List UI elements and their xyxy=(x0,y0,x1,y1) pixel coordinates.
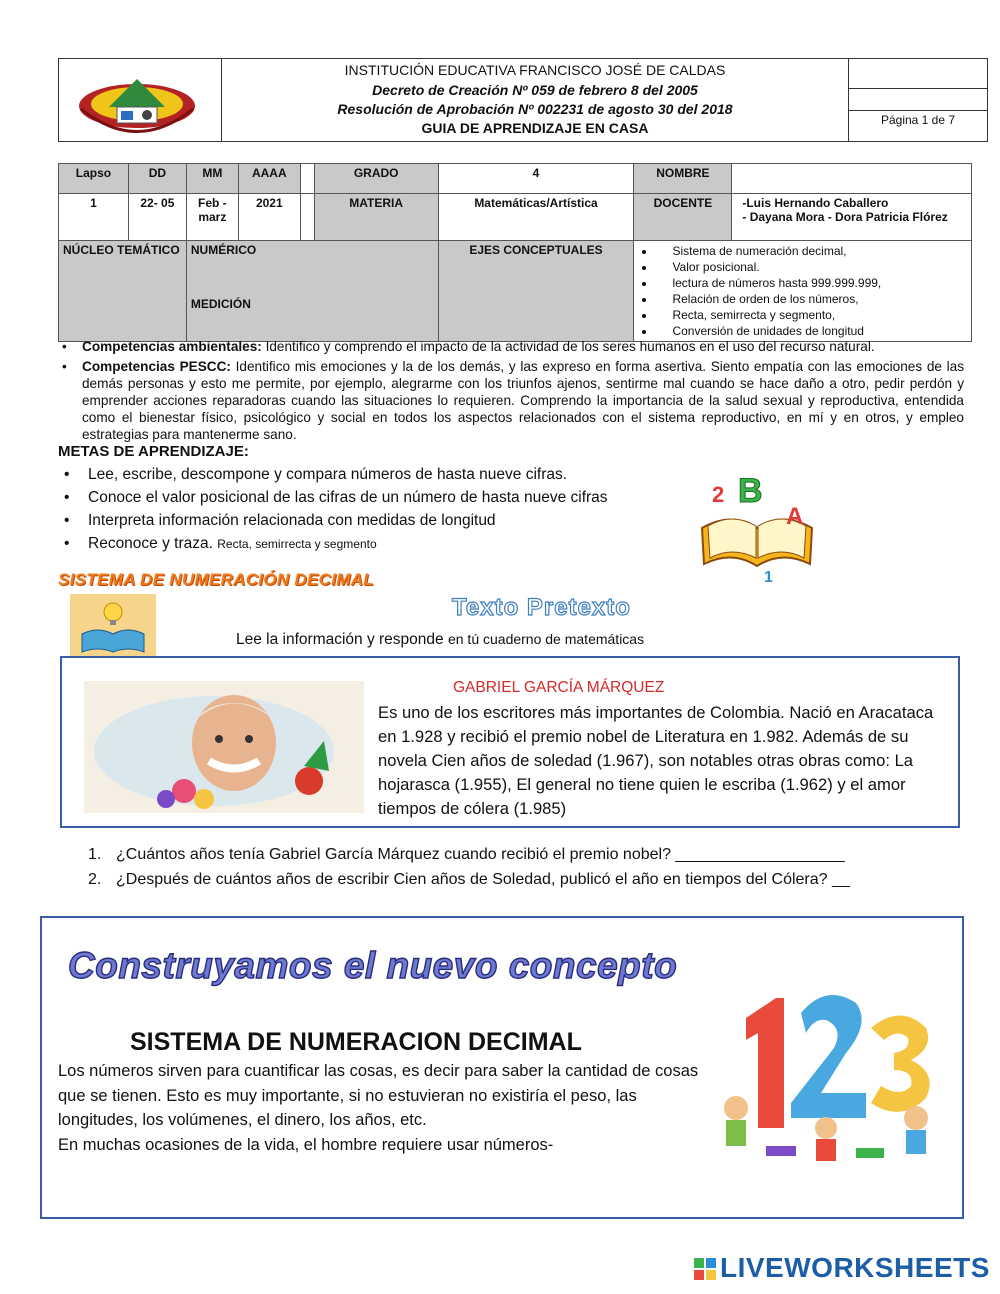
gabo-portrait-image xyxy=(84,681,364,813)
info-table xyxy=(58,163,972,342)
ejes-label: EJES CONCEPTUALES xyxy=(438,241,634,342)
gabo-name: GABRIEL GARCÍA MÁRQUEZ xyxy=(453,679,665,696)
nombre-field[interactable] xyxy=(732,164,972,194)
docente-line-1: -Luis Hernando Caballero xyxy=(742,196,889,210)
lapso-value: 1 xyxy=(59,194,129,241)
gabo-text: Es uno de los escritores más importantes de Colombia. Nació en Aracataca en 1.928 y recibió el premio nobel de Literatura en 1.982. Además de su novela Cien años de soledad (1.967), son notables otras obras como: La hojarasca (1.955), El general no tiene quien le escriba (1.962) y el amor tiempos de cólera (1.985) xyxy=(378,703,934,818)
meta-item: • Conoce el valor posicional de las cifras de un número de hasta nueve cifras xyxy=(58,487,698,510)
competencia-ambiental xyxy=(58,338,964,355)
mm-value: Feb - marz xyxy=(186,194,238,241)
question-item[interactable] xyxy=(88,868,850,893)
section-title: SISTEMA DE NUMERACIÓN DECIMAL xyxy=(58,570,374,589)
svg-text:2: 2 xyxy=(712,482,725,507)
dd-value: 22- 05 xyxy=(128,194,186,241)
aaaa-label: AAAA xyxy=(238,164,300,194)
competencia-pescc xyxy=(58,358,964,443)
medicion-label: MEDICIÓN xyxy=(190,297,251,311)
school-logo-cell xyxy=(59,59,222,141)
concept-text xyxy=(58,1059,708,1157)
reading-idea-icon xyxy=(70,594,156,658)
meta-item-4-main: Reconoce y traza. xyxy=(88,535,218,552)
institution-name: INSTITUCIÓN EDUCATIVA FRANCISCO JOSÉ DE CALDAS xyxy=(344,62,726,78)
question-text: ¿Cuántos años tenía Gabriel García Márquez cuando recibió el premio nobel? ___________________ xyxy=(116,846,845,863)
header-table xyxy=(58,58,988,142)
concept-paragraph-2: En muchas ocasiones de la vida, el hombre requiere usar números- xyxy=(58,1135,554,1154)
docente-line-2: - Dayana Mora - Dora Patricia Flórez xyxy=(742,210,948,224)
instruction xyxy=(236,631,644,649)
metas-title: METAS DE APRENDIZAJE: xyxy=(58,443,249,460)
dd-label: DD xyxy=(128,164,186,194)
question-item[interactable] xyxy=(88,843,850,868)
question-number: 1. xyxy=(88,846,102,863)
mm-label: MM xyxy=(186,164,238,194)
lapso-label: Lapso xyxy=(59,164,129,194)
decree-line: Decreto de Creación Nº 059 de febrero 8 del 2005 xyxy=(372,82,698,98)
eje-item: • Conversión de unidades de longitud xyxy=(656,323,967,339)
question-number: 2. xyxy=(88,871,102,888)
eje-item: • Recta, semirrecta y segmento, xyxy=(656,307,967,323)
numerico-label: NUMÉRICO xyxy=(190,243,257,257)
svg-text:A: A xyxy=(786,503,804,530)
guide-title: GUIA DE APRENDIZAJE EN CASA xyxy=(421,120,649,136)
metas-list xyxy=(58,464,698,556)
instruction-small: en tú cuaderno de matemáticas xyxy=(447,631,645,647)
concept-paragraph-1: Los números sirven para cuantificar las cosas, es decir para saber la cantidad de cosas que se tienen. Esto es muy importante, si no estuvieran no existiría el peso, las longitudes, los volúmenes, el dinero, los años, etc. xyxy=(58,1062,699,1129)
eje-item: • Valor posicional. xyxy=(656,259,967,275)
nucleo-label: NÚCLEO TEMÁTICO xyxy=(59,241,187,342)
meta-item: • Lee, escribe, descompone y compara números de hasta nueve cifras. xyxy=(58,464,698,487)
eje-item: • Relación de orden de los números, xyxy=(656,291,967,307)
instruction-main: Lee la información y responde xyxy=(236,631,448,648)
nombre-label: NOMBRE xyxy=(634,164,732,194)
liveworksheets-logo-icon xyxy=(694,1258,716,1280)
questions-list xyxy=(88,843,850,893)
materia-value: Matemáticas/Artística xyxy=(438,194,634,241)
eje-item: • lectura de números hasta 999.999.999, xyxy=(656,275,967,291)
ejes-list xyxy=(638,243,967,339)
grado-value: 4 xyxy=(438,164,634,194)
pretexto-title: Texto Pretexto xyxy=(452,594,631,621)
numbers-kids-image xyxy=(706,958,948,1178)
meta-item-4-small: Recta, semirrecta y segmento xyxy=(217,537,377,551)
ejes-cell xyxy=(634,241,972,342)
svg-text:1: 1 xyxy=(764,569,773,586)
ambientales-label: Competencias ambientales: xyxy=(82,339,262,354)
aaaa-value: 2021 xyxy=(238,194,300,241)
page-number: Página 1 de 7 xyxy=(880,113,956,127)
grado-label: GRADO xyxy=(314,164,438,194)
pescc-label: Competencias PESCC: xyxy=(82,359,231,374)
footer-brand[interactable]: LIVEWORKSHEETS xyxy=(720,1252,990,1283)
concept-banner: Construyamos el nuevo concepto xyxy=(68,945,678,986)
ambientales-text: Identifico y comprendo el impacto de la actividad de los seres humanos en el uso del recurso natural. xyxy=(261,339,875,354)
pescc-text: Identifico mis emociones y la de los demás, y las expreso en forma asertiva. Siento empatía con las emociones de las demás personas y esto me permite, por ejemplo, alegrarme con los triunfos ajenos, sentirme mal cuando se hace daño a otro, pedir perdón y emprender acciones reparadoras cuando las situaciones lo requieren. Comprendo la importancia de la salud sexual y reproductiva, entendida como el bienestar físico, psicológico y social en todos los aspectos relacionados con el sistema reproductivo, en mí y en otros, y empleo estrategias para mantenerme sano. xyxy=(82,359,964,442)
school-logo-icon xyxy=(59,59,222,141)
svg-text:B: B xyxy=(738,472,763,510)
resolution-line: Resolución de Aprobación Nº 002231 de agosto 30 del 2018 xyxy=(337,101,733,117)
concept-heading: SISTEMA DE NUMERACION DECIMAL xyxy=(130,1028,582,1056)
materia-label: MATERIA xyxy=(314,194,438,241)
question-text: ¿Después de cuántos años de escribir Cien años de Soledad, publicó el año en tiempos del Cólera? __ xyxy=(116,871,850,888)
meta-item: • Interpreta información relacionada con medidas de longitud xyxy=(58,510,698,533)
numerico-cell xyxy=(186,241,438,342)
docente-value xyxy=(732,194,972,241)
docente-label: DOCENTE xyxy=(634,194,732,241)
eje-item: • Sistema de numeración decimal, xyxy=(656,243,967,259)
header-right-cell xyxy=(849,59,987,141)
header-title-cell xyxy=(222,59,849,141)
abc-book-icon xyxy=(692,466,822,586)
meta-item xyxy=(58,533,698,556)
competencias-list xyxy=(58,338,964,446)
